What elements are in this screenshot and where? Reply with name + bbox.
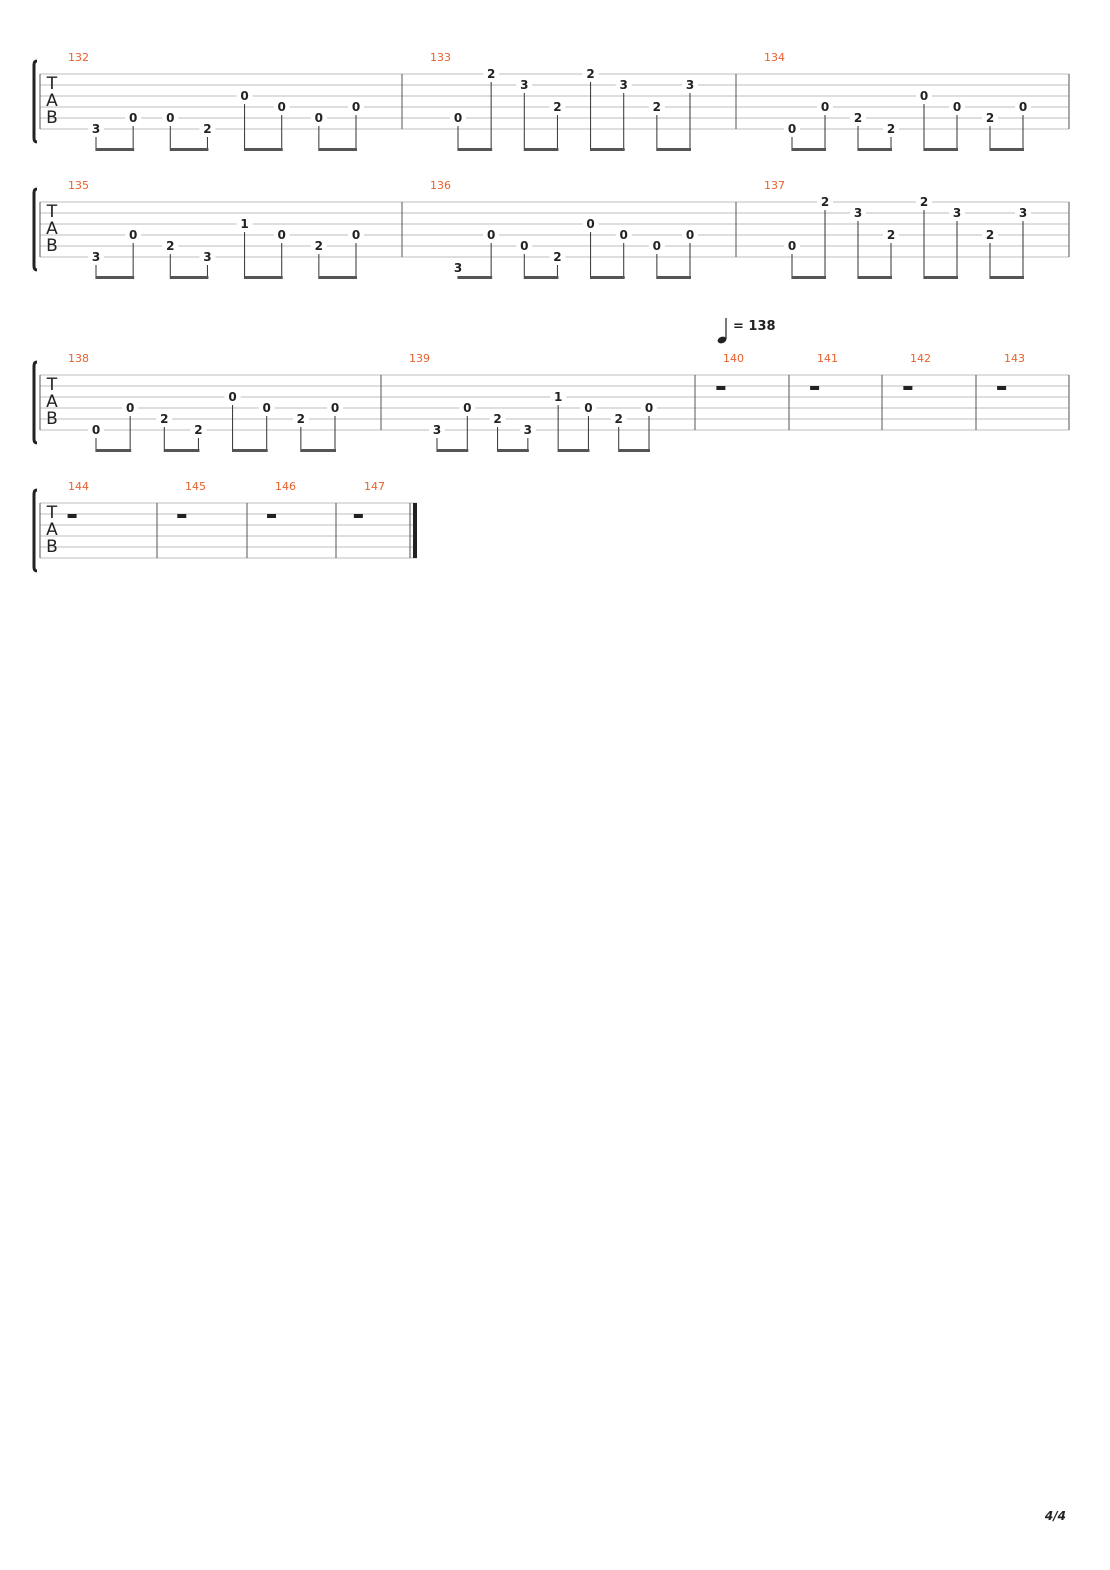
fret-number: 0 <box>240 89 249 103</box>
fret-number: 0 <box>463 401 472 415</box>
beam <box>558 449 589 452</box>
fret-number: 0 <box>644 401 654 415</box>
fret-number: 0 <box>584 401 593 415</box>
bar-number: 134 <box>764 51 785 64</box>
beam <box>990 148 1024 151</box>
fret-number: 3 <box>520 78 529 92</box>
beam <box>458 276 492 279</box>
fret-number: 0 <box>520 239 529 253</box>
bar-number: 137 <box>764 179 785 192</box>
beam <box>96 276 134 279</box>
beam <box>170 276 208 279</box>
beam <box>233 449 268 452</box>
clef-t: T <box>46 74 58 94</box>
fret-number: 2 <box>296 412 306 426</box>
system-bracket <box>34 490 37 571</box>
fret-number: 0 <box>91 423 101 437</box>
fret-number: 2 <box>194 423 203 437</box>
fret-number: 2 <box>853 111 863 125</box>
beam <box>301 449 336 452</box>
fret-number: 2 <box>493 412 502 426</box>
bar-number: 140 <box>723 352 744 365</box>
fret-number: 0 <box>125 401 135 415</box>
whole-rest <box>716 386 725 390</box>
clef-a: A <box>46 91 58 111</box>
whole-rest <box>267 514 276 518</box>
fret-number: 0 <box>128 228 138 242</box>
beam <box>245 148 283 151</box>
fret-number: 3 <box>91 250 101 264</box>
page-number: 4/4 <box>1044 1509 1066 1523</box>
bar-number: 144 <box>68 480 89 493</box>
system-bracket <box>34 189 37 270</box>
clef-b: B <box>46 409 58 429</box>
fret-number: 0 <box>952 100 962 114</box>
beam <box>319 276 357 279</box>
fret-number: 0 <box>820 100 830 114</box>
beam <box>792 148 826 151</box>
clef-a: A <box>46 520 58 540</box>
fret-number: 2 <box>886 228 896 242</box>
beam <box>657 276 691 279</box>
bar-number: 136 <box>430 179 451 192</box>
system-bracket <box>34 362 37 443</box>
fret-number: 3 <box>453 261 463 275</box>
fret-number: 1 <box>553 390 563 404</box>
beam <box>858 276 892 279</box>
beam <box>498 449 529 452</box>
beam <box>858 148 892 151</box>
beam <box>96 449 131 452</box>
fret-number: 3 <box>432 423 442 437</box>
fret-number: 2 <box>652 100 662 114</box>
system-bracket <box>34 61 37 142</box>
bar-number: 138 <box>68 352 89 365</box>
fret-number: 3 <box>91 122 101 136</box>
fret-number: 3 <box>952 206 962 220</box>
fret-number: 0 <box>330 401 340 415</box>
clef-t: T <box>46 375 58 395</box>
beam <box>170 148 208 151</box>
fret-number: 0 <box>277 100 286 114</box>
fret-number: 0 <box>262 401 271 415</box>
fret-number: 0 <box>1018 100 1028 114</box>
fret-number: 2 <box>203 122 212 136</box>
fret-number: 0 <box>652 239 662 253</box>
fret-number: 2 <box>614 412 623 426</box>
fret-number: 0 <box>787 239 797 253</box>
bar-number: 133 <box>430 51 451 64</box>
bar-number: 142 <box>910 352 931 365</box>
fret-number: 3 <box>853 206 863 220</box>
fret-number: 2 <box>553 100 562 114</box>
bar-number: 145 <box>185 480 206 493</box>
fret-number: 2 <box>166 239 175 253</box>
fret-number: 0 <box>228 390 237 404</box>
fret-number: 2 <box>919 195 929 209</box>
beam <box>524 148 558 151</box>
fret-number: 0 <box>314 111 324 125</box>
clef-b: B <box>46 537 58 557</box>
beam <box>924 276 958 279</box>
fret-number: 0 <box>128 111 138 125</box>
bar-number: 147 <box>364 480 385 493</box>
fret-number: 3 <box>523 423 533 437</box>
fret-number: 2 <box>820 195 830 209</box>
tempo-text: = 138 <box>733 319 776 334</box>
whole-rest <box>354 514 363 518</box>
beam <box>591 148 625 151</box>
whole-rest <box>810 386 819 390</box>
fret-number: 1 <box>240 217 249 231</box>
fret-number: 2 <box>586 67 595 81</box>
fret-number: 0 <box>919 89 929 103</box>
fret-number: 3 <box>685 78 695 92</box>
fret-number: 0 <box>351 228 361 242</box>
clef-t: T <box>46 503 58 523</box>
fret-number: 0 <box>619 228 628 242</box>
fret-number: 3 <box>1018 206 1028 220</box>
bar-number: 143 <box>1004 352 1025 365</box>
beam <box>524 276 558 279</box>
bar-number: 132 <box>68 51 89 64</box>
bar-number: 141 <box>817 352 838 365</box>
beam <box>319 148 357 151</box>
fret-number: 3 <box>619 78 628 92</box>
fret-number: 0 <box>787 122 797 136</box>
fret-number: 0 <box>166 111 175 125</box>
whole-rest <box>903 386 912 390</box>
bar-number: 135 <box>68 179 89 192</box>
fret-number: 2 <box>160 412 169 426</box>
beam <box>792 276 826 279</box>
fret-number: 2 <box>886 122 896 136</box>
beam <box>657 148 691 151</box>
fret-number: 0 <box>685 228 695 242</box>
fret-number: 0 <box>586 217 595 231</box>
fret-number: 0 <box>486 228 496 242</box>
whole-rest <box>177 514 186 518</box>
beam <box>591 276 625 279</box>
beam <box>924 148 958 151</box>
fret-number: 3 <box>203 250 212 264</box>
clef-t: T <box>46 202 58 222</box>
whole-rest <box>997 386 1006 390</box>
clef-b: B <box>46 108 58 128</box>
fret-number: 2 <box>553 250 562 264</box>
fret-number: 0 <box>351 100 361 114</box>
fret-number: 0 <box>453 111 463 125</box>
fret-number: 2 <box>314 239 324 253</box>
fret-number: 2 <box>486 67 496 81</box>
fret-number: 2 <box>985 228 995 242</box>
beam <box>164 449 199 452</box>
final-barline <box>413 503 417 558</box>
beam <box>96 148 134 151</box>
clef-b: B <box>46 236 58 256</box>
fret-number: 2 <box>985 111 995 125</box>
beam <box>619 449 650 452</box>
clef-a: A <box>46 219 58 239</box>
whole-rest <box>68 514 77 518</box>
bar-number: 146 <box>275 480 296 493</box>
beam <box>437 449 468 452</box>
clef-a: A <box>46 392 58 412</box>
bar-number: 139 <box>409 352 430 365</box>
fret-number: 0 <box>277 228 286 242</box>
beam <box>458 148 492 151</box>
beam <box>245 276 283 279</box>
beam <box>990 276 1024 279</box>
